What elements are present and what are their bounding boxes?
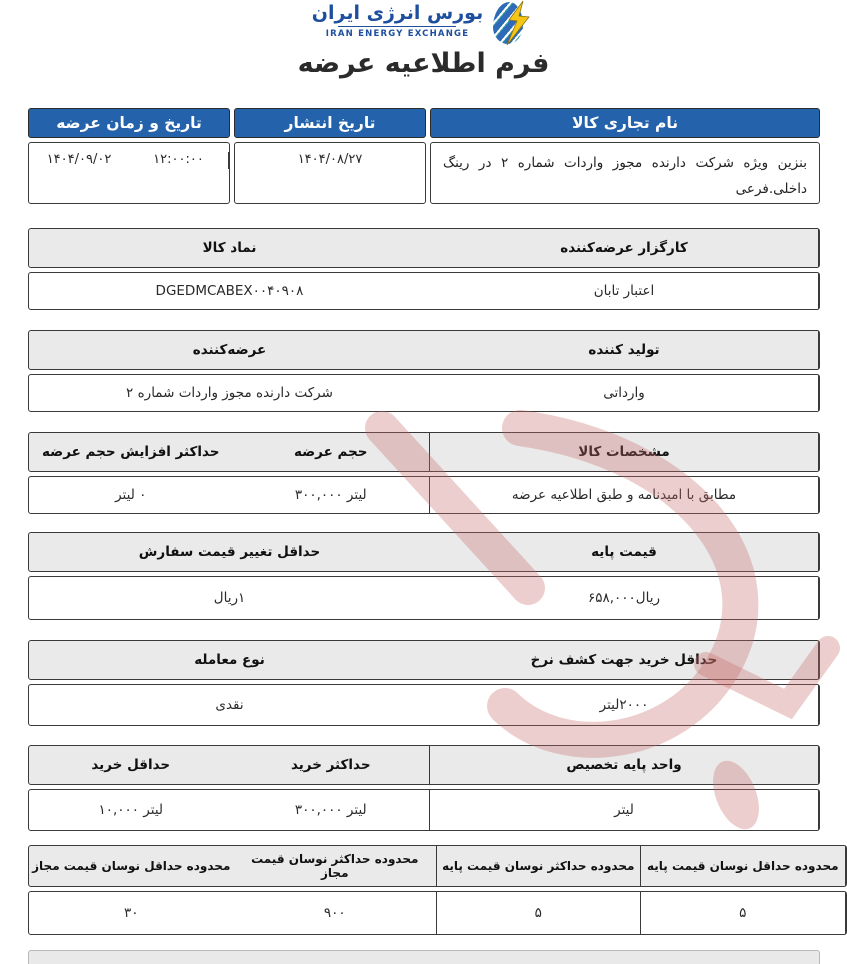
max-purchase-value: لیتر ۳۰۰,۰۰۰: [232, 790, 430, 830]
header-base-price: قیمت پایه: [430, 533, 819, 571]
cutoff-next-table-header: [28, 950, 820, 964]
supplier-broker-value: اعتبار تابان: [430, 273, 819, 309]
table-supply-dates: [28, 108, 820, 204]
supplier-value: شرکت دارنده مجوز واردات شماره ۲: [126, 385, 333, 401]
min-purchase-discovery-value: ۲۰۰۰لیتر: [430, 685, 819, 725]
table-symbol-broker: [28, 228, 820, 310]
table-supplier-producer: [28, 330, 820, 412]
supply-date-value: ۱۴۰۴/۰۹/۰۲: [46, 152, 112, 167]
commodity-symbol-value: DGEDMCABEX۰۰۴۰۹۰۸: [155, 283, 304, 299]
supply-time-value: ۱۲:۰۰:۰۰: [129, 152, 229, 169]
min-price-change-value: ۱ریال: [213, 590, 246, 606]
header-base-allocation-unit: واحد پایه تخصیص: [430, 746, 819, 784]
logo-divider: [338, 26, 456, 27]
header-min-purchase: حداقل خرید: [91, 757, 171, 773]
min-base-price-fluctuation-value: ۵: [641, 892, 847, 934]
header-min-price-change: حداقل تغییر قیمت سفارش: [138, 544, 321, 560]
max-allowed-fluctuation-value: ۹۰۰: [234, 892, 438, 934]
header-max-base-price-fluctuation: محدوده حداکثر نوسان قیمت پایه: [437, 846, 641, 886]
min-purchase-value: لیتر ۱۰,۰۰۰: [98, 802, 164, 818]
exchange-name-en: IRAN ENERGY EXCHANGE: [325, 29, 470, 39]
max-base-price-fluctuation-value: ۵: [437, 892, 641, 934]
exchange-logo-text: [312, 0, 483, 39]
header-commodity-specs: مشخصات کالا: [430, 433, 819, 471]
base-allocation-unit-value: لیتر: [430, 790, 819, 830]
max-volume-increase-value: ۰ لیتر: [115, 487, 147, 503]
supply-volume-value: لیتر ۳۰۰,۰۰۰: [232, 477, 430, 513]
exchange-logo: [0, 0, 847, 46]
header-supply-datetime: تاریخ و زمان عرضه: [28, 108, 230, 138]
header-commodity-symbol: نماد کالا: [202, 240, 257, 256]
header-min-allowed-fluctuation: محدوده حداقل نوسان قیمت مجاز: [32, 859, 231, 873]
header-trade-name: نام تجاری کالا: [430, 108, 820, 138]
header-supplier-broker: کارگزار عرضه‌کننده: [430, 229, 819, 267]
commodity-specs-value: مطابق با امیدنامه و طبق اطلاعیه عرضه: [430, 477, 819, 513]
trade-name-value: بنزین ویژه شرکت دارنده مجوز واردات شماره ۲ در رینگ داخلی.فرعی: [443, 155, 807, 198]
header-trade-type: نوع معامله: [194, 652, 265, 668]
table-fluctuation-ranges: [28, 845, 847, 935]
header-publish-date: تاریخ انتشار: [234, 108, 426, 138]
trade-type-value: نقدی: [215, 697, 244, 713]
header-max-purchase: حداکثر خرید: [232, 746, 430, 784]
group-supply-datetime: [28, 108, 230, 204]
exchange-name-fa: بورس انرژی ایران: [311, 2, 484, 24]
table-volume-specs: [28, 432, 820, 514]
group-publish-date: [234, 108, 426, 204]
table-prices: [28, 532, 820, 620]
header-supplier: عرضه‌کننده: [192, 342, 267, 358]
header-producer: تولید کننده: [430, 331, 819, 369]
header-min-base-price-fluctuation: محدوده حداقل نوسان قیمت پایه: [641, 846, 847, 886]
lightning-logo-icon: [493, 0, 535, 46]
publish-date-value: ۱۴۰۴/۰۸/۲۷: [297, 152, 363, 167]
lightning-bolt-icon: [493, 0, 535, 46]
header-max-volume-increase: حداکثر افزایش حجم عرضه: [41, 444, 220, 460]
producer-value: وارداتی: [430, 375, 819, 411]
page-title: فرم اطلاعیه عرضه: [297, 48, 550, 79]
header-max-allowed-fluctuation: محدوده حداکثر نوسان قیمت مجاز: [234, 846, 438, 886]
base-price-value: ریال۶۵۸,۰۰۰: [430, 577, 819, 619]
table-trade-type: [28, 640, 820, 726]
min-allowed-fluctuation-value: ۳۰: [124, 905, 139, 921]
group-trade-name: [430, 108, 820, 204]
header-supply-volume: حجم عرضه: [232, 433, 430, 471]
table-purchase-limits: [28, 745, 820, 831]
header-min-purchase-discovery: حداقل خرید جهت کشف نرخ: [430, 641, 819, 679]
